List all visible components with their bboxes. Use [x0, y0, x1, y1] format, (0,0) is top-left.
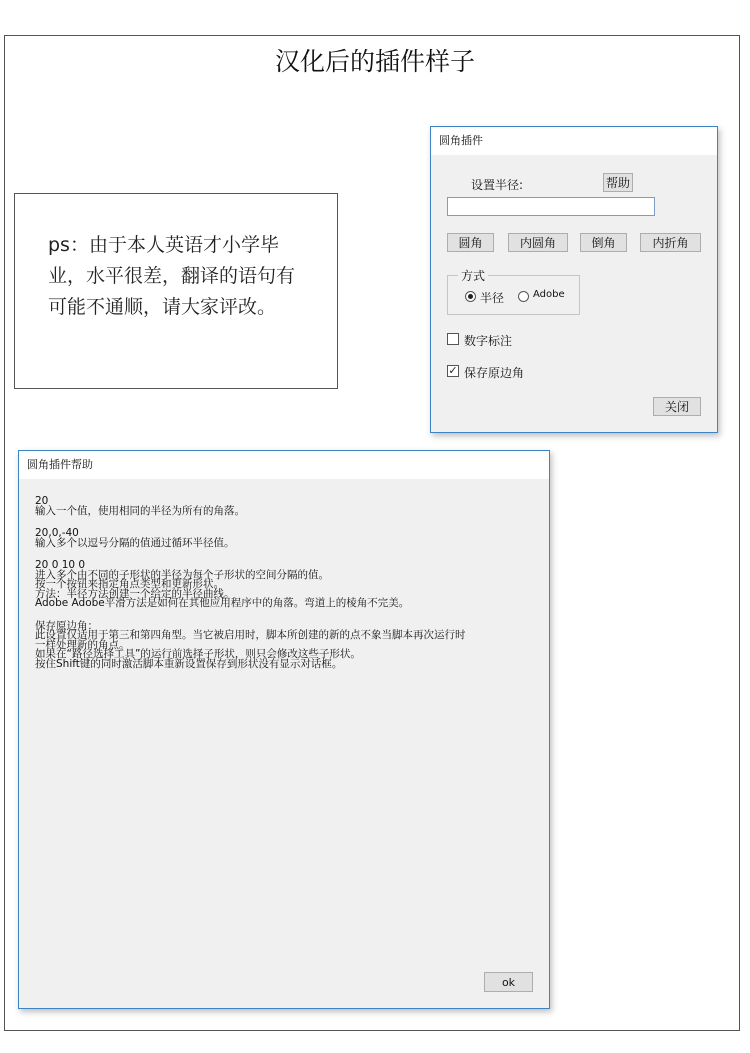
method-group-label: 方式: [458, 267, 488, 284]
number-label: 数字标注: [464, 334, 513, 348]
radius-input[interactable]: [447, 197, 655, 216]
help-dialog: [18, 450, 550, 1009]
plugin-dialog-title: 圆角插件: [431, 127, 717, 155]
help-line: 如果在“路径选择工具”的运行前选择子形状，则只会修改这些子形状。: [35, 648, 361, 660]
help-line: 输入一个值，使用相同的半径为所有的角落。: [35, 504, 245, 517]
round-button[interactable]: 圆角: [447, 233, 494, 252]
help-line: 方法：半径方法创建一个给定的半径曲线。: [35, 587, 235, 600]
page-title: 汉化后的插件样子: [274, 47, 475, 76]
help-line: 20,0,-40: [35, 527, 79, 539]
help-line: 进入多个由不同的子形状的半径为每个子形状的空间分隔的值。: [35, 568, 329, 581]
plugin-dialog: [430, 126, 718, 433]
radius-radio-label: 半径: [480, 291, 505, 305]
help-paragraph: [35, 497, 540, 516]
help-button[interactable]: 帮助: [603, 173, 633, 192]
inner-round-button[interactable]: 内圆角: [508, 233, 568, 252]
radius-label: 设置半径:: [471, 178, 524, 192]
help-line: 20 0 10 0: [35, 559, 86, 571]
help-dialog-title: 圆角插件帮助: [19, 451, 549, 479]
help-paragraph: [35, 619, 540, 670]
help-line: Adobe Adobe平滑方法是如何在其他应用程序中的角落。弯道上的棱角不完美。: [35, 597, 410, 609]
help-text: [35, 497, 540, 682]
help-paragraph: [35, 561, 540, 609]
help-line: 此设置仅适用于第三和第四角型。当它被启用时，脚本所创建的新的点不象当脚本再次运行时: [35, 629, 466, 641]
help-line: 按住Shift键的同时激活脚本重新设置保存到形状没有显示对话框。: [35, 657, 343, 670]
help-paragraph: [35, 529, 540, 548]
help-line: 一样处理新的角点。: [35, 638, 130, 651]
note-box: [14, 193, 338, 389]
adobe-radio[interactable]: [518, 291, 529, 302]
help-line: 保存原边角：: [35, 619, 98, 632]
help-line: 输入多个以逗号分隔的值通过循环半径值。: [35, 536, 235, 549]
inner-fold-button[interactable]: 内折角: [640, 233, 701, 252]
radius-radio[interactable]: [465, 291, 476, 302]
chamfer-button[interactable]: 倒角: [580, 233, 627, 252]
help-line: 按一个按钮来指定角点类型和更新形状。: [35, 578, 224, 590]
keep-corner-label: 保存原边角: [464, 366, 525, 380]
method-group: [447, 269, 580, 315]
note-text: ps：由于本人英语才小学毕业，水平很差，翻译的语句有可能不通顺，请大家评改。: [48, 234, 296, 318]
number-checkbox[interactable]: [447, 333, 459, 345]
ok-button[interactable]: ok: [484, 972, 533, 992]
close-button[interactable]: 关闭: [653, 397, 701, 416]
help-line: 20: [35, 495, 49, 507]
keep-corner-checkbox[interactable]: ✓: [448, 364, 458, 377]
adobe-radio-label: Adobe: [533, 289, 565, 300]
